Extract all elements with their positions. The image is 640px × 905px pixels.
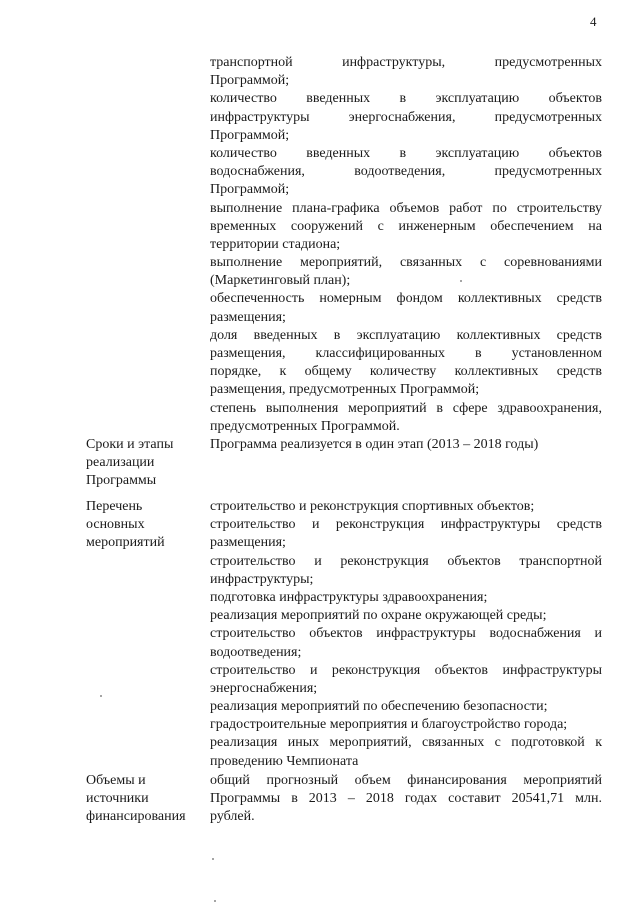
text-line: реализация иных мероприятий, связанных с подготовкой к bbox=[210, 735, 602, 751]
text-line: градостроительные мероприятия и благоустройство города; bbox=[210, 717, 568, 733]
text-line: строительство и реконструкция спортивных объектов; bbox=[210, 499, 535, 514]
text-line: количество введенных в эксплуатацию объектов bbox=[210, 91, 602, 107]
text-line: размещения; bbox=[210, 309, 286, 325]
text-line: Программой; bbox=[210, 182, 290, 198]
terms-label bbox=[86, 436, 196, 491]
text-line: размещения, классифицированных в установленном bbox=[210, 346, 602, 361]
indicators-text bbox=[210, 54, 602, 436]
text-line: реализация мероприятий по охране окружающей среды; bbox=[210, 608, 547, 624]
text-line: Программы в 2013 – 2018 годах составит 20541,71 млн. bbox=[210, 791, 602, 807]
label-line: финансирования bbox=[86, 809, 186, 825]
label-line: Перечень bbox=[86, 499, 143, 514]
label-line: Программы bbox=[86, 473, 157, 489]
text-line: энергоснабжения; bbox=[210, 680, 318, 696]
text-line: количество введенных в эксплуатацию объектов bbox=[210, 145, 602, 161]
text-line: Программой; bbox=[210, 73, 290, 89]
text-line: размещения; bbox=[210, 535, 286, 551]
text-line: строительство и реконструкция объектов инфраструктуры bbox=[210, 662, 602, 678]
text-line: подготовка инфраструктуры здравоохранения; bbox=[210, 589, 488, 605]
label-line: источники bbox=[86, 791, 149, 807]
text-line: строительство и реконструкция инфраструктуры средств bbox=[210, 517, 602, 533]
text-line: предусмотренных Программой. bbox=[210, 418, 400, 434]
page-number: 4 bbox=[590, 14, 597, 29]
text-line: реализация мероприятий по обеспечению безопасности; bbox=[210, 699, 548, 715]
activities-text bbox=[210, 498, 602, 771]
text-line: проведению Чемпионата bbox=[210, 753, 359, 769]
terms-text bbox=[210, 436, 602, 454]
text-line: водоотведения; bbox=[210, 644, 302, 660]
text-line: выполнение плана-графика объемов работ по строительству bbox=[210, 200, 602, 216]
scan-speck bbox=[100, 695, 102, 697]
text-line: обеспеченность номерным фондом коллективных средств bbox=[210, 291, 602, 307]
text-line: инфраструктуры; bbox=[210, 571, 314, 587]
text-line: степень выполнения мероприятий в сфере здравоохранения, bbox=[210, 400, 602, 416]
text-line: водоснабжения, водоотведения, предусмотренных bbox=[210, 164, 602, 180]
label-line: реализации bbox=[86, 455, 155, 471]
text-line: транспортной инфраструктуры, предусмотренных bbox=[210, 55, 602, 70]
text-line: порядке, к общему количеству коллективных средств bbox=[210, 364, 602, 380]
text-line: временных сооружений с инженерным обеспечением на bbox=[210, 218, 602, 234]
text-line: выполнение мероприятий, связанных с соревнованиями bbox=[210, 255, 602, 271]
text-line: (Маркетинговый план); bbox=[210, 273, 351, 289]
label-line: Сроки и этапы bbox=[86, 437, 174, 452]
scan-speck bbox=[214, 900, 216, 902]
text-line: размещения, предусмотренных Программой; bbox=[210, 382, 480, 398]
text-line: доля введенных в эксплуатацию коллективных средств bbox=[210, 327, 602, 343]
text-line: Программой; bbox=[210, 127, 290, 143]
text-line: территории стадиона; bbox=[210, 236, 341, 252]
label-line: Объемы и bbox=[86, 773, 146, 788]
scan-speck bbox=[460, 280, 462, 282]
text-line: инфраструктуры энергоснабжения, предусмотренных bbox=[210, 109, 602, 125]
text-line: рублей. bbox=[210, 809, 255, 825]
text-line: строительство объектов инфраструктуры водоснабжения и bbox=[210, 626, 602, 642]
text-line: строительство и реконструкция объектов транспортной bbox=[210, 553, 602, 569]
text-line: Программа реализуется в один этап (2013 – 2018 годы) bbox=[210, 437, 539, 452]
text-line: общий прогнозный объем финансирования мероприятий bbox=[210, 773, 602, 788]
funding-label bbox=[86, 772, 196, 827]
label-line: основных bbox=[86, 517, 145, 533]
activities-label bbox=[86, 498, 196, 553]
scan-speck bbox=[212, 858, 214, 860]
label-line: мероприятий bbox=[86, 535, 165, 551]
funding-text bbox=[210, 772, 602, 827]
